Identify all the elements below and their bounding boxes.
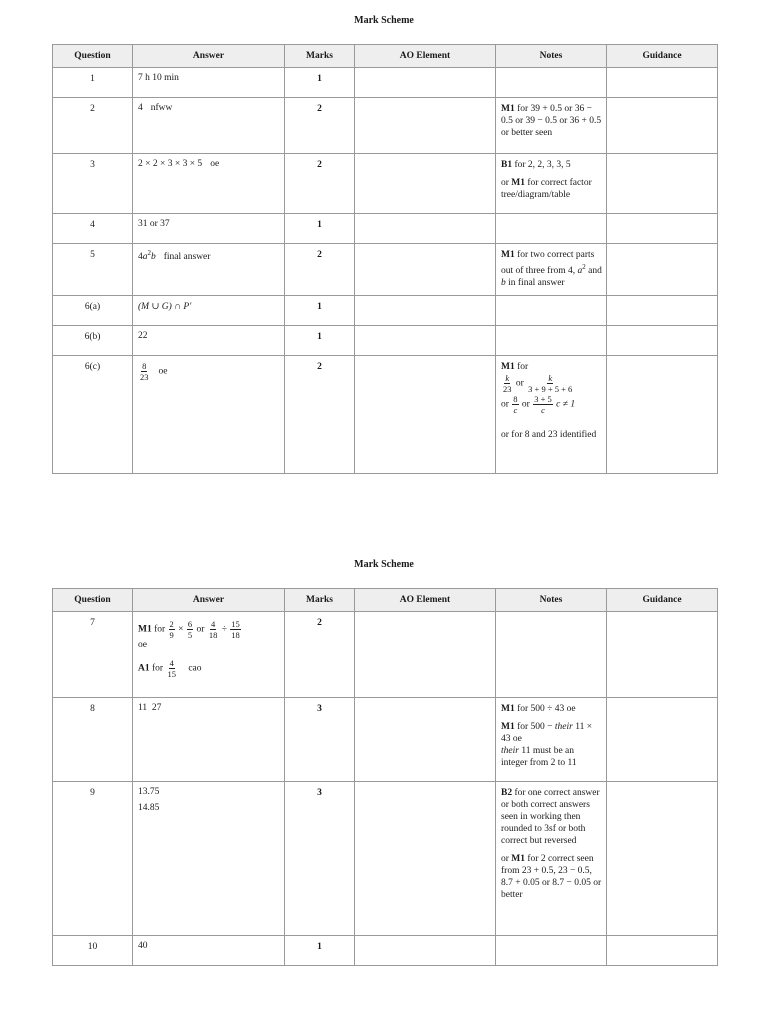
answer-cell: [133, 296, 285, 326]
answer-qualifier: oe: [210, 159, 220, 169]
answer-cell: [133, 698, 285, 782]
page-title: Mark Scheme: [354, 559, 414, 570]
note-text: 11 must be an integer from 2 to 11: [501, 746, 577, 768]
notes-cell: [496, 782, 607, 936]
guidance-cell: [607, 356, 718, 474]
answer-variable: b: [151, 252, 156, 263]
notes-cell: [496, 296, 607, 326]
note-or: or: [501, 399, 509, 410]
table-row: [53, 936, 718, 966]
marks-cell: 3: [285, 782, 355, 936]
answer-qualifier: final answer: [163, 252, 211, 263]
table-row: [53, 68, 718, 98]
header-answer: Answer: [133, 45, 285, 68]
header-row: [53, 45, 718, 68]
question-number: 9: [53, 782, 133, 936]
table-row: [53, 154, 718, 214]
answer-fraction: [139, 361, 150, 382]
answer-qualifier: oe: [138, 640, 147, 650]
answer-text: 11 27: [138, 703, 162, 713]
answer-qualifier: oe: [158, 366, 168, 377]
note-text: 11 × 43 oe: [501, 722, 593, 744]
fraction-denominator: 18: [208, 630, 218, 640]
header-notes: Notes: [496, 589, 607, 612]
answer-text: 7 h 10 min: [138, 73, 179, 83]
ao-element-cell: [355, 782, 496, 936]
fraction-numerator: k: [548, 373, 553, 383]
mark-code: M1: [501, 104, 515, 114]
header-guidance: Guidance: [607, 45, 718, 68]
note-fraction: [527, 373, 573, 394]
fraction-denominator: 23: [503, 384, 512, 394]
question-number: 6(c): [53, 356, 133, 474]
ao-element-cell: [355, 244, 496, 296]
fraction-denominator: 5: [187, 630, 193, 640]
mark-code: M1: [501, 362, 515, 372]
fraction-denominator: 18: [231, 630, 240, 640]
note-text: for 2, 2, 3, 3, 5: [514, 160, 571, 170]
ao-element-cell: [355, 698, 496, 782]
marks-cell: 2: [285, 98, 355, 154]
answer-cell: [133, 98, 285, 154]
question-number: 1: [53, 68, 133, 98]
header-row: [53, 589, 718, 612]
note-their: their: [501, 746, 519, 756]
ao-element-cell: [355, 68, 496, 98]
mark-code: M1: [501, 704, 515, 714]
table-row: [53, 356, 718, 474]
header-question: Question: [53, 589, 133, 612]
fraction-denominator: 23: [140, 372, 149, 382]
marks-cell: 3: [285, 698, 355, 782]
answer-cell: [133, 244, 285, 296]
note-variable: a: [577, 266, 583, 277]
ao-element-cell: [355, 326, 496, 356]
mark-code: B2: [501, 788, 513, 798]
guidance-cell: [607, 698, 718, 782]
question-number: 7: [53, 612, 133, 698]
fraction-numerator: 4: [169, 658, 174, 668]
notes-cell: [496, 356, 607, 474]
answer-qualifier: cao: [188, 663, 202, 674]
note-or: or: [501, 178, 509, 188]
answer-text: 22: [138, 331, 148, 341]
fraction-numerator: 8: [513, 394, 518, 404]
note-text: for one correct answer or both correct answers seen in working then rounded to 3sf or both correct but reversed: [501, 788, 600, 846]
answer-text: 40: [138, 941, 148, 951]
mark-scheme-table: [52, 44, 718, 474]
answer-cell: [133, 782, 285, 936]
ao-element-cell: [355, 296, 496, 326]
note-text: for two correct parts out of three from 4,: [501, 250, 595, 277]
answer-text: 2 × 2 × 3 × 3 × 5: [138, 159, 203, 169]
header-question: Question: [53, 45, 133, 68]
notes-cell: [496, 244, 607, 296]
header-ao-element: AO Element: [355, 589, 496, 612]
answer-fraction: [187, 619, 193, 640]
question-number: 8: [53, 698, 133, 782]
answer-text: 31 or 37: [138, 219, 170, 229]
answer-fraction: [166, 658, 177, 679]
answer-text: 13.75: [138, 787, 160, 797]
notes-cell: [496, 698, 607, 782]
question-number: 2: [53, 98, 133, 154]
answer-cell: [133, 154, 285, 214]
fraction-denominator: 9: [169, 630, 174, 640]
note-or: or: [501, 854, 509, 864]
notes-cell: [496, 326, 607, 356]
answer-text: (M ∪ G) ∩ P′: [138, 302, 192, 312]
note-text: for: [154, 624, 166, 635]
header-marks: Marks: [285, 589, 355, 612]
note-text: for correct factor tree/diagram/table: [501, 178, 592, 200]
fraction-numerator: 4: [210, 619, 216, 629]
guidance-cell: [607, 98, 718, 154]
question-number: 3: [53, 154, 133, 214]
fraction-numerator: 8: [142, 361, 147, 371]
mark-code: M1: [511, 178, 526, 188]
answer-exponent: 2: [147, 249, 151, 257]
note-fraction: [512, 394, 518, 415]
notes-cell: [496, 98, 607, 154]
marks-cell: 2: [285, 356, 355, 474]
table-row: [53, 698, 718, 782]
guidance-cell: [607, 154, 718, 214]
question-number: 6(a): [53, 296, 133, 326]
marks-cell: 1: [285, 326, 355, 356]
note-or: or: [521, 399, 530, 410]
notes-cell: [496, 154, 607, 214]
ao-element-cell: [355, 214, 496, 244]
fraction-denominator: 15: [167, 669, 176, 679]
note-condition: c ≠ 1: [556, 399, 576, 410]
table-row: [53, 98, 718, 154]
note-exponent: 2: [582, 263, 586, 271]
fraction-numerator: 2: [169, 619, 174, 629]
note-text: in final answer: [508, 278, 565, 289]
operator: ÷: [221, 624, 227, 635]
mark-code: A1: [138, 663, 150, 674]
table-row: [53, 326, 718, 356]
mark-code: B1: [501, 160, 513, 170]
answer-text: 14.85: [138, 803, 160, 813]
marks-cell: 1: [285, 68, 355, 98]
marks-cell: 2: [285, 154, 355, 214]
answer-text: 4: [138, 103, 143, 113]
ao-element-cell: [355, 154, 496, 214]
marks-cell: 1: [285, 936, 355, 966]
header-marks: Marks: [285, 45, 355, 68]
question-number: 10: [53, 936, 133, 966]
note-text: for 39 + 0.5 or 36 − 0.5 or 39 − 0.5 or 36 + 0.5 or better seen: [501, 104, 602, 138]
table-row: [53, 296, 718, 326]
table-row: [53, 214, 718, 244]
answer-variable: a: [142, 252, 148, 263]
guidance-cell: [607, 782, 718, 936]
marks-cell: 2: [285, 612, 355, 698]
header-notes: Notes: [496, 45, 607, 68]
note-text: for 500 −: [517, 722, 553, 732]
note-fraction: [502, 373, 513, 394]
note-text: for 2 correct seen from 23 + 0.5, 23 − 0.5, 8.7 + 0.05 or 8.7 − 0.05 or better: [501, 854, 602, 900]
marks-cell: 1: [285, 214, 355, 244]
notes-cell: [496, 612, 607, 698]
answer-fraction: [208, 619, 219, 640]
answer-cell: [133, 356, 285, 474]
ao-element-cell: [355, 612, 496, 698]
mark-code: M1: [138, 624, 152, 635]
operator: ×: [178, 624, 184, 635]
note-or: or: [515, 378, 524, 389]
guidance-cell: [607, 244, 718, 296]
mark-code: M1: [501, 250, 515, 260]
notes-cell: [496, 214, 607, 244]
note-or: or: [196, 624, 205, 635]
guidance-cell: [607, 936, 718, 966]
marks-cell: 1: [285, 296, 355, 326]
fraction-numerator: 3 + 5: [534, 394, 552, 404]
note-text: or for 8 and 23 identified: [501, 430, 597, 440]
note-text: for 500 ÷ 43 oe: [517, 704, 576, 714]
question-number: 4: [53, 214, 133, 244]
answer-qualifier: nfww: [150, 103, 173, 113]
answer-coefficient: 4: [138, 252, 143, 263]
page-title: Mark Scheme: [354, 15, 414, 26]
note-their: their: [554, 722, 573, 732]
note-variable: b: [501, 278, 506, 289]
ao-element-cell: [355, 356, 496, 474]
notes-cell: [496, 68, 607, 98]
guidance-cell: [607, 68, 718, 98]
mark-scheme-table: [52, 588, 718, 966]
note-text: and: [588, 266, 602, 277]
fraction-denominator: c: [541, 405, 545, 415]
answer-cell: [133, 214, 285, 244]
question-number: 6(b): [53, 326, 133, 356]
answer-cell: [133, 326, 285, 356]
fraction-denominator: 3 + 9 + 5 + 6: [528, 384, 573, 394]
table-row: [53, 782, 718, 936]
answer-cell: [133, 68, 285, 98]
note-text: for: [152, 663, 164, 674]
answer-fraction: [169, 619, 175, 640]
guidance-cell: [607, 296, 718, 326]
mark-code: M1: [511, 854, 526, 864]
header-ao-element: AO Element: [355, 45, 496, 68]
mark-code: M1: [501, 722, 515, 732]
guidance-cell: [607, 612, 718, 698]
answer-cell: [133, 936, 285, 966]
table-row: [53, 244, 718, 296]
header-guidance: Guidance: [607, 589, 718, 612]
answer-fraction: [230, 619, 241, 640]
header-answer: Answer: [133, 589, 285, 612]
notes-cell: [496, 936, 607, 966]
marks-cell: 2: [285, 244, 355, 296]
table-row: [53, 612, 718, 698]
answer-cell: [133, 612, 285, 698]
fraction-denominator: c: [513, 405, 518, 415]
fraction-numerator: 6: [187, 619, 193, 629]
fraction-numerator: 15: [231, 619, 240, 629]
guidance-cell: [607, 214, 718, 244]
question-number: 5: [53, 244, 133, 296]
ao-element-cell: [355, 936, 496, 966]
guidance-cell: [607, 326, 718, 356]
fraction-numerator: k: [505, 373, 510, 383]
note-fraction: [533, 394, 553, 415]
note-text: for: [517, 362, 529, 372]
ao-element-cell: [355, 98, 496, 154]
